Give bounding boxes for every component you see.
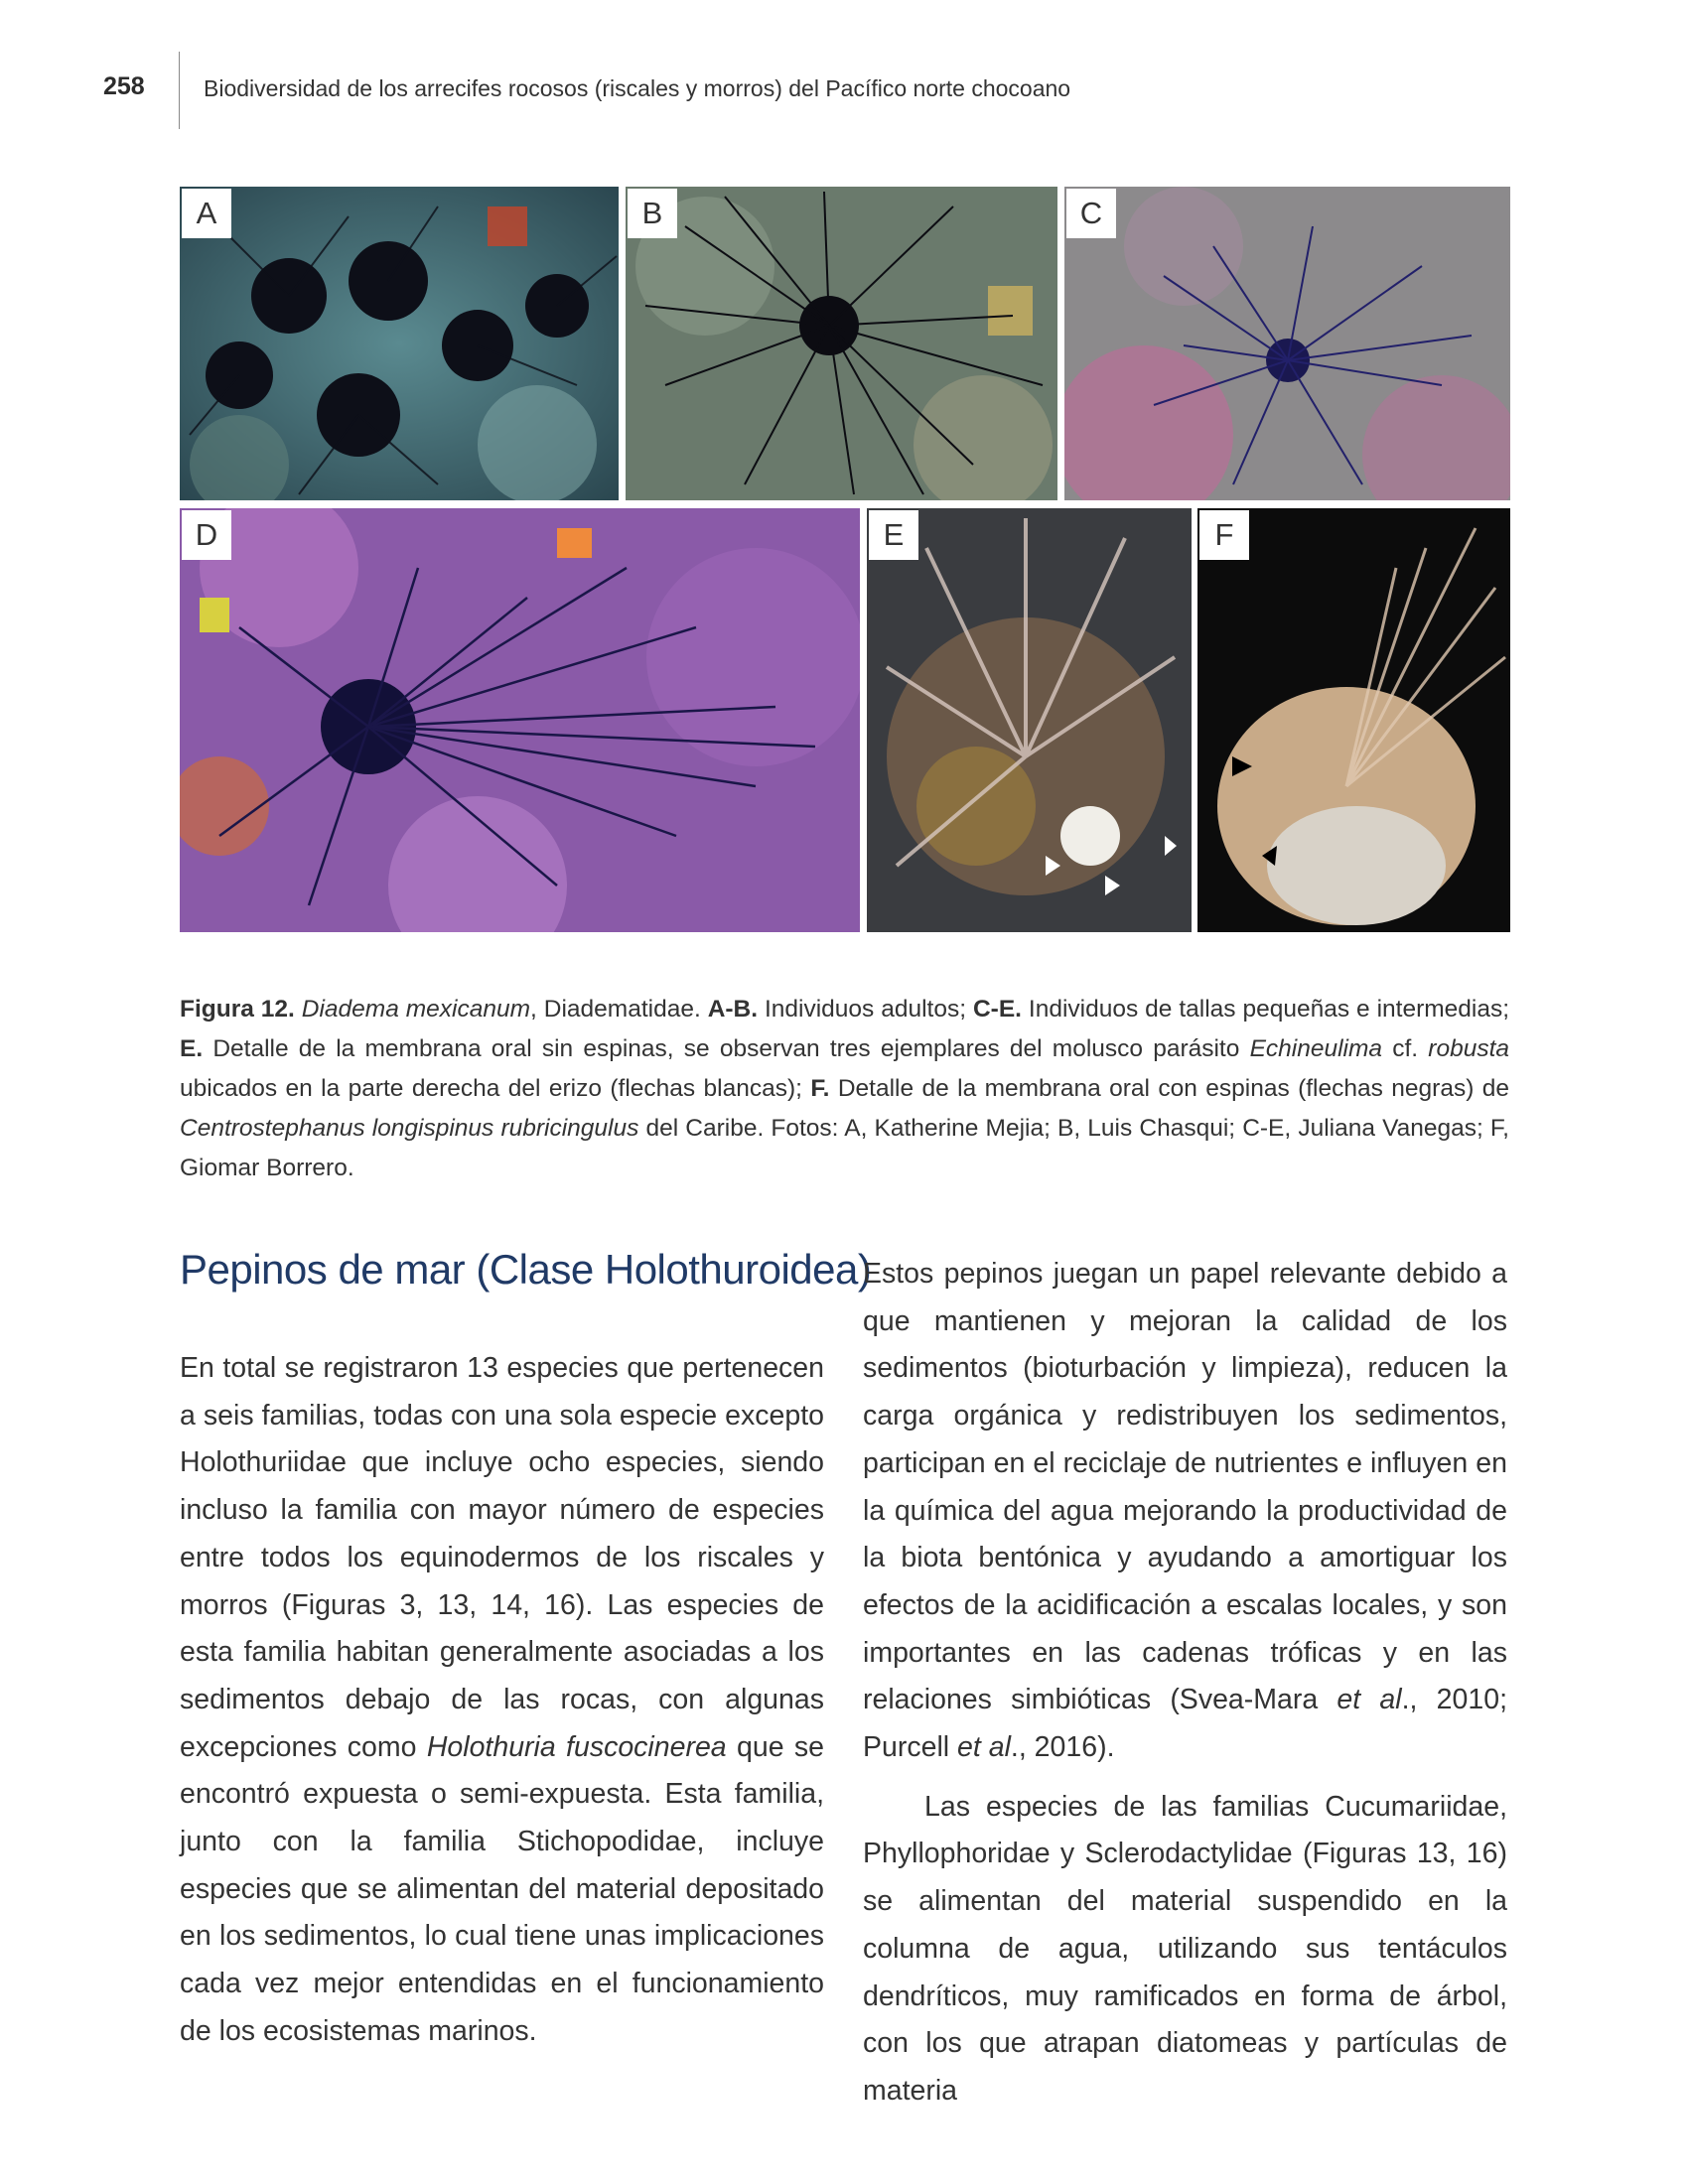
sea-urchin-photo-icon [1064, 187, 1510, 500]
paragraph-text: En total se registraron 13 especies que pertenecen a seis familias, todas con una sola especie excepto Holothuriidae que incluye ocho especies, siendo incluso la familia con mayor número de especies entre todos los equinodermos de los riscales y morros (Figuras 3, 13, 14, 16). Las especies de esta familia habitan generalmente asociadas a los sedimentos debajo de las rocas, con algunas excepciones como [180, 1352, 824, 1763]
header-divider [179, 52, 180, 129]
caption-parasite-species: robusta [1428, 1035, 1509, 1062]
paragraph [863, 1251, 1507, 1772]
figure-label: Figura 12. [180, 996, 295, 1023]
caption-e-text: Detalle de la membrana oral sin espinas, se observan tres ejemplares del molusco parásito [203, 1035, 1250, 1062]
paragraph-text: que se encontró expuesta o semi-expuesta. Esta familia, junto con la familia Stichopodidae, incluye especies que se alimentan del material depositado en los sedimentos, lo cual tiene unas implicaciones cada vez mejor entendidas en el funcionamiento de los ecosistemas marinos. [180, 1730, 824, 2047]
citation-etal: et al [957, 1731, 1011, 1764]
figure-panel-b [626, 187, 1057, 500]
panel-label-b: B [628, 189, 677, 238]
paragraph-text: Estos pepinos juegan un papel relevante debido a que mantienen y mejoran la calidad de los sedimentos (bioturbación y limpieza), reducen la carga orgánica y redistribuyen los sedimentos, participan en el reciclaje de nutrientes e influyen en la química del agua mejorando la productividad de la biota bentónica y ayudando a amortiguar los efectos de la acidificación a escalas locales, y son importantes en las cadenas tróficas y en las relaciones simbióticas (Svea-Mara [863, 1258, 1507, 1716]
right-column [863, 1251, 1507, 2116]
panel-label-e: E [869, 510, 918, 560]
species-name: Holothuria fuscocinerea [426, 1730, 727, 1763]
caption-species: Diadema mexicanum [301, 996, 531, 1023]
paragraph [180, 1345, 824, 2056]
caption-f-species: Centrostephanus longispinus rubricingulus [180, 1115, 639, 1142]
page-number: 258 [103, 72, 145, 100]
caption-ce-label: C-E. [972, 996, 1022, 1023]
caption-e-label: E. [180, 1035, 204, 1062]
caption-parasite-genus: Echineulima [1249, 1035, 1383, 1062]
figure-panel-e [867, 508, 1192, 932]
caption-f-text2: del Caribe. Fotos: A, Katherine Mejia; B, Luis Chasqui; C-E, Juliana Vanegas; F, Giomar Borrero. [180, 1115, 1509, 1181]
caption-cf: cf. [1382, 1035, 1429, 1062]
left-column [180, 1345, 824, 2056]
panel-label-a: A [182, 189, 231, 238]
oral-membrane-photo-icon [867, 508, 1192, 932]
oral-membrane-photo-icon [1197, 508, 1510, 932]
caption-e-text2: ubicados en la parte derecha del erizo (flechas blancas); [180, 1075, 811, 1102]
section-heading: Pepinos de mar (Clase Holothuroidea) [180, 1246, 872, 1293]
figure-panel-f [1197, 508, 1510, 932]
caption-family: , Diadematidae. [530, 996, 708, 1023]
paragraph: Las especies de las familias Cucumariidae, Phyllophoridae y Sclerodactylidae (Figuras 13, 16) se alimentan del material suspendido en la columna de agua, utilizando sus tentáculos dendríticos, muy ramificados en forma de árbol, con los que atrapan diatomeas y partículas de materia [863, 1790, 1507, 2107]
panel-label-d: D [182, 510, 231, 560]
sea-urchin-group-photo-icon [180, 187, 619, 500]
caption-ce-text: Individuos de tallas pequeñas e intermedias; [1021, 996, 1510, 1023]
figure-caption [180, 990, 1509, 1188]
panel-label-f: F [1199, 510, 1249, 560]
figure-panel-a [180, 187, 619, 500]
caption-ab-text: Individuos adultos; [758, 996, 973, 1023]
sea-urchin-photo-icon [180, 508, 860, 932]
paragraph-text: ., 2016). [1010, 1731, 1115, 1764]
running-title: Biodiversidad de los arrecifes rocosos (riscales y morros) del Pacífico norte chocoano [204, 75, 1071, 101]
figure-panel-d [180, 508, 860, 932]
caption-ab-label: A-B. [707, 996, 759, 1023]
citation-etal: et al [1336, 1684, 1402, 1716]
caption-f-label: F. [810, 1075, 830, 1102]
figure-panel-c [1064, 187, 1510, 500]
sea-urchin-photo-icon [626, 187, 1057, 500]
panel-label-c: C [1066, 189, 1116, 238]
caption-f-text: Detalle de la membrana oral con espinas (flechas negras) de [829, 1075, 1510, 1102]
paragraph-text: ., 2010; Purcell [863, 1684, 1507, 1764]
